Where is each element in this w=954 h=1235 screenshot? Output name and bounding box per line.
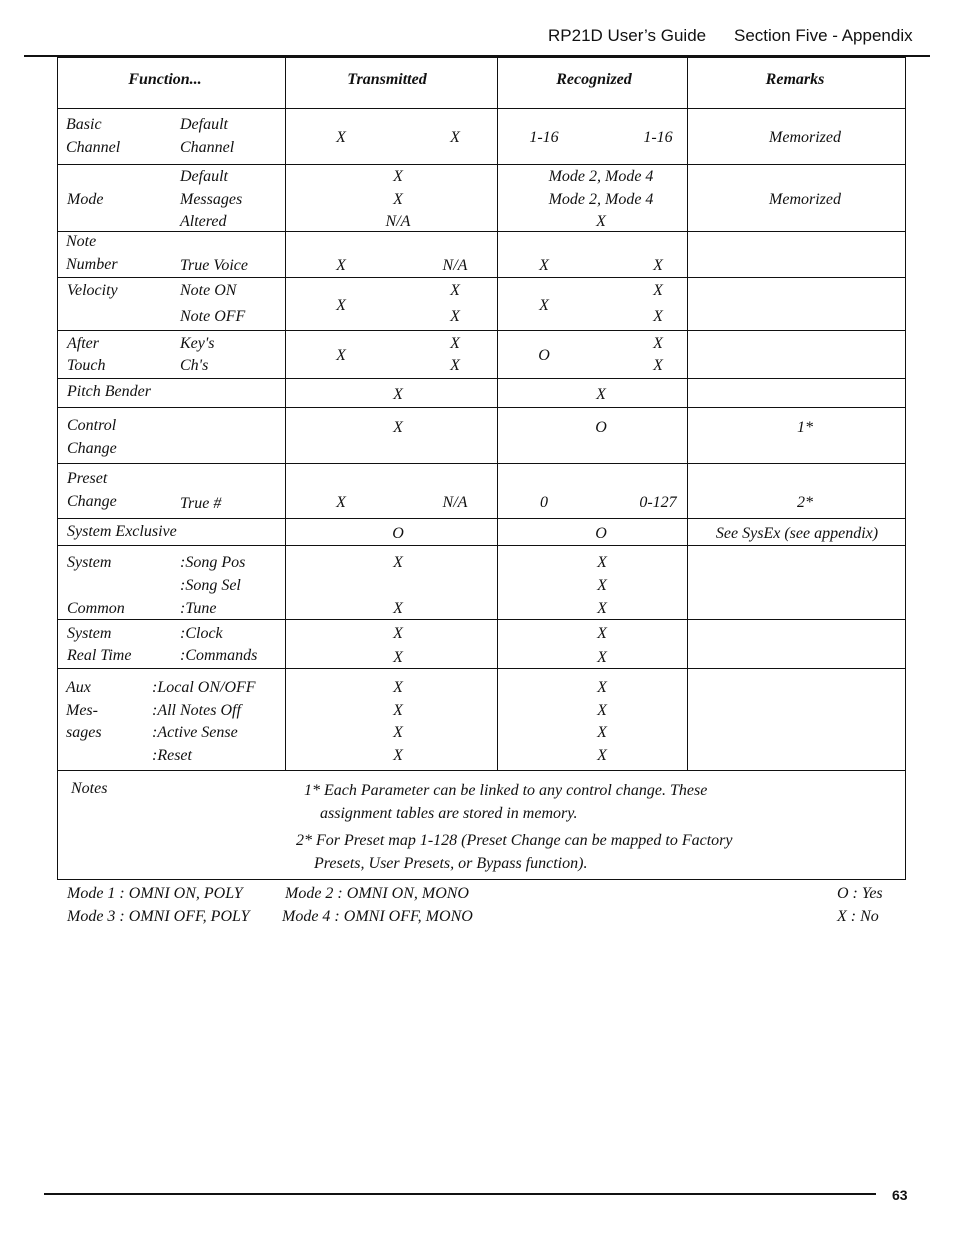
page-number: 63 bbox=[892, 1187, 908, 1203]
row-aftertouch-sublabel: Key's bbox=[180, 335, 215, 352]
row-common-sublabel: :Song Pos bbox=[180, 554, 246, 571]
cell-transmitted: X bbox=[336, 257, 346, 274]
cell-recognized: X bbox=[597, 724, 607, 741]
cell-transmitted: X bbox=[450, 357, 460, 374]
legend-mode-3: Mode 3 : OMNI OFF, POLY bbox=[67, 908, 250, 925]
cell-transmitted: X bbox=[393, 191, 403, 208]
row-mode-sublabel: Messages bbox=[180, 191, 243, 208]
cell-transmitted: X bbox=[393, 625, 403, 642]
cell-transmitted: X bbox=[450, 308, 460, 325]
cell-recognized: 0 bbox=[540, 494, 548, 511]
cell-recognized: Mode 2, Mode 4 bbox=[548, 191, 654, 208]
row-basic-label: Channel bbox=[66, 139, 121, 156]
cell-transmitted: X bbox=[393, 168, 403, 185]
row-velocity-sublabel: Note OFF bbox=[180, 308, 246, 325]
header-guide-title: RP21D User’s Guide bbox=[548, 26, 707, 45]
col-header-function: Function... bbox=[128, 71, 202, 88]
cell-transmitted: X bbox=[336, 129, 346, 146]
cell-transmitted: X bbox=[393, 679, 403, 696]
note-1: assignment tables are stored in memory. bbox=[320, 805, 578, 822]
cell-recognized: X bbox=[539, 297, 549, 314]
cell-transmitted: O bbox=[392, 525, 404, 542]
row-common-label: Common bbox=[67, 600, 125, 617]
row-divider bbox=[58, 463, 905, 464]
cell-recognized: X bbox=[597, 702, 607, 719]
cell-transmitted: X bbox=[450, 335, 460, 352]
row-preset-sublabel: True # bbox=[180, 495, 222, 512]
cell-recognized: X bbox=[653, 257, 663, 274]
cell-transmitted: N/A bbox=[385, 213, 411, 230]
row-pitch-label: Pitch Bender bbox=[67, 383, 151, 400]
cell-transmitted: X bbox=[336, 297, 346, 314]
note-1: 1* Each Parameter can be linked to any control change. These bbox=[304, 782, 708, 799]
cell-recognized: 0-127 bbox=[639, 494, 677, 511]
cell-transmitted: X bbox=[393, 649, 403, 666]
row-divider bbox=[58, 231, 905, 232]
row-divider bbox=[58, 277, 905, 278]
cell-recognized: X bbox=[597, 747, 607, 764]
cell-remarks: Memorized bbox=[769, 129, 841, 146]
cell-recognized: O bbox=[538, 347, 550, 364]
row-aux-sublabel: :All Notes Off bbox=[152, 702, 241, 719]
cell-transmitted: X bbox=[450, 282, 460, 299]
cell-recognized: X bbox=[539, 257, 549, 274]
row-aux-sublabel: :Active Sense bbox=[152, 724, 238, 741]
legend-mode-4: Mode 4 : OMNI OFF, MONO bbox=[282, 908, 473, 925]
row-divider bbox=[58, 668, 905, 669]
row-divider bbox=[58, 518, 905, 519]
row-divider bbox=[58, 164, 905, 165]
col-header-remarks: Remarks bbox=[765, 71, 825, 88]
row-sysex-label: System Exclusive bbox=[67, 523, 177, 540]
cell-recognized: O bbox=[595, 525, 607, 542]
row-velocity-sublabel: Note ON bbox=[180, 282, 237, 299]
cell-transmitted: X bbox=[393, 724, 403, 741]
cell-recognized: X bbox=[653, 357, 663, 374]
cell-transmitted: X bbox=[336, 494, 346, 511]
legend-mode-1: Mode 1 : OMNI ON, POLY bbox=[67, 885, 243, 902]
row-aftertouch-sublabel: Ch's bbox=[180, 357, 209, 374]
cell-recognized: X bbox=[596, 386, 606, 403]
cell-recognized: O bbox=[595, 419, 607, 436]
row-aux-sublabel: :Local ON/OFF bbox=[152, 679, 256, 696]
row-divider bbox=[58, 545, 905, 546]
row-note-sublabel: True Voice bbox=[180, 257, 248, 274]
cell-recognized: X bbox=[653, 282, 663, 299]
cell-remarks: 1* bbox=[797, 419, 813, 436]
cell-recognized: X bbox=[596, 213, 606, 230]
row-basic-sublabel: Channel bbox=[180, 139, 235, 156]
row-realtime-sublabel: :Clock bbox=[180, 625, 223, 642]
cell-remarks: Memorized bbox=[769, 191, 841, 208]
note-2: 2* For Preset map 1-128 (Preset Change can be mapped to Factory bbox=[296, 832, 733, 849]
row-aux-label: sages bbox=[66, 724, 102, 741]
row-divider bbox=[58, 619, 905, 620]
cell-recognized: Mode 2, Mode 4 bbox=[548, 168, 654, 185]
row-divider bbox=[58, 108, 905, 109]
row-realtime-label: Real Time bbox=[67, 647, 132, 664]
header-section-title: Section Five - Appendix bbox=[734, 26, 913, 45]
row-divider bbox=[58, 378, 905, 379]
row-aftertouch-label: After bbox=[67, 335, 99, 352]
cell-transmitted: X bbox=[393, 600, 403, 617]
row-note-label: Number bbox=[66, 256, 118, 273]
row-common-sublabel: :Tune bbox=[180, 600, 217, 617]
row-realtime-sublabel: :Commands bbox=[180, 647, 258, 664]
row-control-label: Change bbox=[67, 440, 117, 457]
cell-recognized: X bbox=[597, 600, 607, 617]
cell-recognized: X bbox=[597, 649, 607, 666]
row-divider bbox=[58, 770, 905, 771]
row-common-sublabel: :Song Sel bbox=[180, 577, 241, 594]
cell-transmitted: X bbox=[450, 129, 460, 146]
row-preset-label: Change bbox=[67, 493, 117, 510]
row-basic-label: Basic bbox=[66, 116, 102, 133]
cell-transmitted: X bbox=[393, 554, 403, 571]
cell-recognized: X bbox=[597, 679, 607, 696]
cell-remarks: See SysEx (see appendix) bbox=[715, 525, 879, 542]
note-2: Presets, User Presets, or Bypass function). bbox=[314, 855, 588, 872]
row-basic-sublabel: Default bbox=[180, 116, 228, 133]
notes-label: Notes bbox=[71, 780, 108, 797]
cell-recognized: X bbox=[597, 577, 607, 594]
row-aux-label: Mes- bbox=[66, 702, 98, 719]
row-aux-sublabel: :Reset bbox=[152, 747, 192, 764]
cell-recognized: X bbox=[653, 308, 663, 325]
row-divider bbox=[58, 330, 905, 331]
row-aux-label: Aux bbox=[66, 679, 91, 696]
page-header bbox=[0, 26, 954, 56]
col-header-recognized: Recognized bbox=[556, 71, 632, 88]
footer-rule bbox=[44, 1193, 876, 1195]
cell-transmitted: X bbox=[393, 386, 403, 403]
cell-transmitted: X bbox=[393, 747, 403, 764]
cell-recognized: 1-16 bbox=[643, 129, 673, 146]
row-common-label: System bbox=[67, 554, 112, 571]
row-control-label: Control bbox=[67, 417, 117, 434]
cell-recognized: 1-16 bbox=[529, 129, 559, 146]
row-preset-label: Preset bbox=[67, 470, 108, 487]
legend-mode-2: Mode 2 : OMNI ON, MONO bbox=[285, 885, 469, 902]
cell-transmitted: X bbox=[393, 702, 403, 719]
cell-transmitted: N/A bbox=[442, 494, 468, 511]
row-mode-sublabel: Altered bbox=[180, 213, 227, 230]
col-header-transmitted: Transmitted bbox=[347, 71, 427, 88]
row-note-label: Note bbox=[66, 233, 97, 250]
cell-transmitted: X bbox=[336, 347, 346, 364]
row-aftertouch-label: Touch bbox=[67, 357, 106, 374]
cell-recognized: X bbox=[597, 625, 607, 642]
cell-recognized: X bbox=[653, 335, 663, 352]
legend-no: X : No bbox=[837, 908, 879, 925]
cell-transmitted: X bbox=[393, 419, 403, 436]
row-mode-sublabel: Default bbox=[180, 168, 228, 185]
row-divider bbox=[58, 407, 905, 408]
row-realtime-label: System bbox=[67, 625, 112, 642]
legend-yes: O : Yes bbox=[837, 885, 883, 902]
cell-recognized: X bbox=[597, 554, 607, 571]
cell-transmitted: N/A bbox=[442, 257, 468, 274]
row-mode-label: Mode bbox=[67, 191, 104, 208]
row-velocity-label: Velocity bbox=[67, 282, 118, 299]
cell-remarks: 2* bbox=[797, 494, 813, 511]
